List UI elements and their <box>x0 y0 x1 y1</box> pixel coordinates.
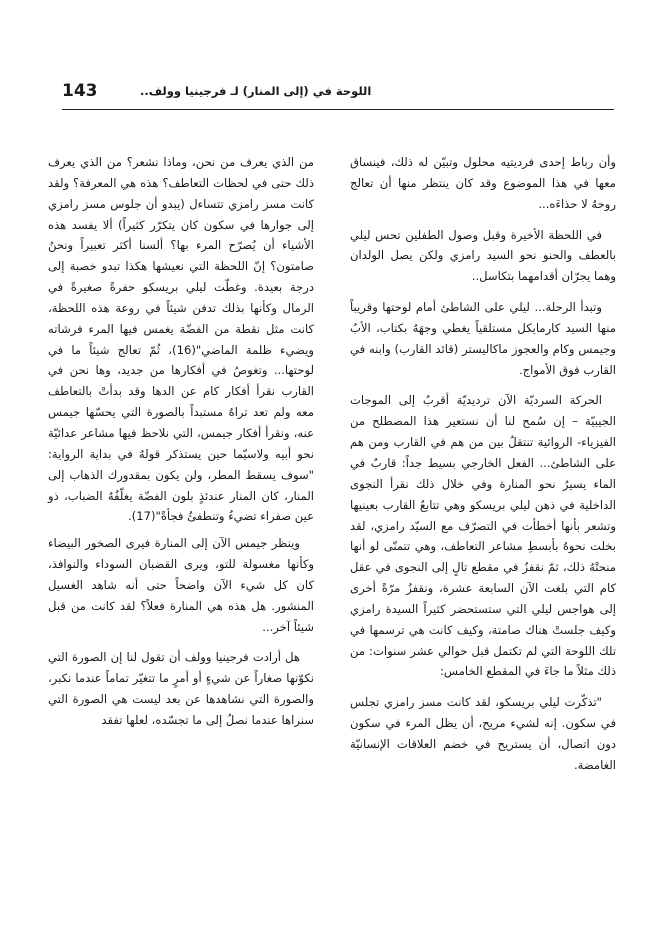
page-number: 143 <box>62 81 98 101</box>
paragraph: وتبدأ الرحلة... ليلي على الشاطئ أمام لوحتها وقريباً منها السيد كارمايكل مستلقياً يغطي وجهَهُ بكتاب، الأبُ وجيمس وكام والعجوز ماكاليستر (قائد القارب) وابنه في القارب فوق الأمواج. <box>350 300 616 377</box>
paragraph: هل أرادت فرجينيا وولف أن تقول لنا إن الصورة التي نكوّنها صغاراً عن شيءٍ أو أمرٍ ما تتغيّر تماماً عندما نكبر، والصورة التي نشاهدها عن بعد ليست هي الصورة التي سنراها عندما نصلُ إلى ما تجسّده، لعلها تفقد <box>48 650 314 727</box>
paragraph: من الذي يعرف من نحن، وماذا نشعر؟ من الذي يعرف ذلك حتى في لحظات التعاطف؟ هذه هي المعرفة؟ ولقد كانت مسز رامزي تتساءل (يبدو أن جلوس مسز رامزي إلى جوارها في سكون كان يتكرّر كثيراً) ألا يفسد هذه الأشياء أن يُصرّح المرء بها؟ ألسنا أكثر تعبيراً ونحنُ صامتون؟ إنّ اللحظة التي نعيشها هكذا تبدو خصبة إلى درجة بعيدة. وغطّت ليلي بريسكو حفرةً صغيرةً في الرمال وكأنها بذلك تدفن شيئاً في روعة هذه اللحظة، كانت مثل نقطة من الفضّة يغمس فيها المرء فرشاته ويضيء ظلمة الماضي"(16)، ثُمّ تعالج شيئاً ما في لوحتها... وتغوصُ في أفكارها من جديد، وها نحن في القارب نقرأ أفكار كام عن الدها وقد بدأتْ بالتعاطف معه ولم تعد تراهُ مستبداً بالصورة التي يحسّها جيمس عنه، ونقرأ أفكار جيمس، التي نلاحظ فيها مشاعر عدائيّة نحو أبيه ولاسيّما حين يستذكر قولهُ في بداية الرواية: "سوف يسقط المطر، ولن يكون بمقدورك الذهاب إلى المنار، كان المنار عندئذٍ بلون الفضّة يغلّفُهُ الضباب، ذو عين صفراء تضيءُ وتنطفئُ فجأةً"(17). <box>48 155 314 524</box>
quote-paragraph: "تذكّرت ليلي بريسكو، لقد كانت مسز رامزي تجلس في سكون. إنه لشيء مريح، أن يظل المرء في سكون دون اتصال، أن يستريح في خضم العلاقات الإنسانيّة الغامضة. <box>350 695 616 772</box>
paragraph: وينظر جيمس الآن إلى المنارة فيرى الصخور البيضاء وكأنها مغسولة للتو، ويرى القضبان السوداء والنوافذ، كان كل شيء الآن واضحاً حتى أنه شاهد الغسيل المنشور. هل هذه هي المنارة فعلاً؟ لقد كانت من قبل شيئاً آخر... <box>48 536 314 634</box>
right-column <box>350 152 616 776</box>
header-rule <box>62 109 614 110</box>
left-column <box>48 152 314 731</box>
running-title: اللوحة في (إلى المنار) لـ فرجينيا وولف.. <box>140 84 372 98</box>
paragraph: في اللحظة الأخيرة وقبل وصول الطفلين تحس ليلي بالعطف والحنو نحو السيد رامزي ولكن يصل الولدان وهما يجرّان أقدامهما بتكاسل.. <box>350 227 616 284</box>
page-header <box>0 80 661 106</box>
paragraph: وأن رباط إحدى فرديتيه محلول وتبيّن له ذلك، فينساق معها في هذا الموضوع وقد كان ينتظر منها أن تعالج روحهُ لا حذاءَه... <box>350 155 616 211</box>
paragraph: الحركة السرديّة الآن ترديديّة أقربُ إلى الموجات الجيبيّة – إن سُمح لنا أن نستعير هذا المصطلح من الفيزياء- الروائية تنتقلُ بين من هم في القارب ومن هم على الشاطئ... الفعل الخارجي بسيط جداً: قاربٌ في الماء يسيرُ نحو المنارة وفي خلال ذلك نقرأ النجوى الداخلية في ذهن ليلي بريسكو وهي تتابعُ القارب بعينيها وتشعر بأنها أخطأت في التصرّف مع السيّد رامزي، لقد بخلت نحوهُ بأبسطِ مشاعر التعاطف، وهي تتمنّى لو أنها منحتْهُ ذلك، ثمّ نقفزُ في مقطع تالٍ إلى النجوى في عقل كام التي بلغت الآن السابعة عشرة، ونقفزُ مرّةً أخرى إلى هواجس ليلي التي ستستحضر كثيراً السيدة رامزي وكيف جلستْ هناك صامتة، وكيف كانت هي ترسمها في تلك اللوحة التي لم تكتمل قبل حوالي عشر سنوات: من ذلك مثلاً ما جاءَ في المقطع الخامس: <box>350 393 616 679</box>
